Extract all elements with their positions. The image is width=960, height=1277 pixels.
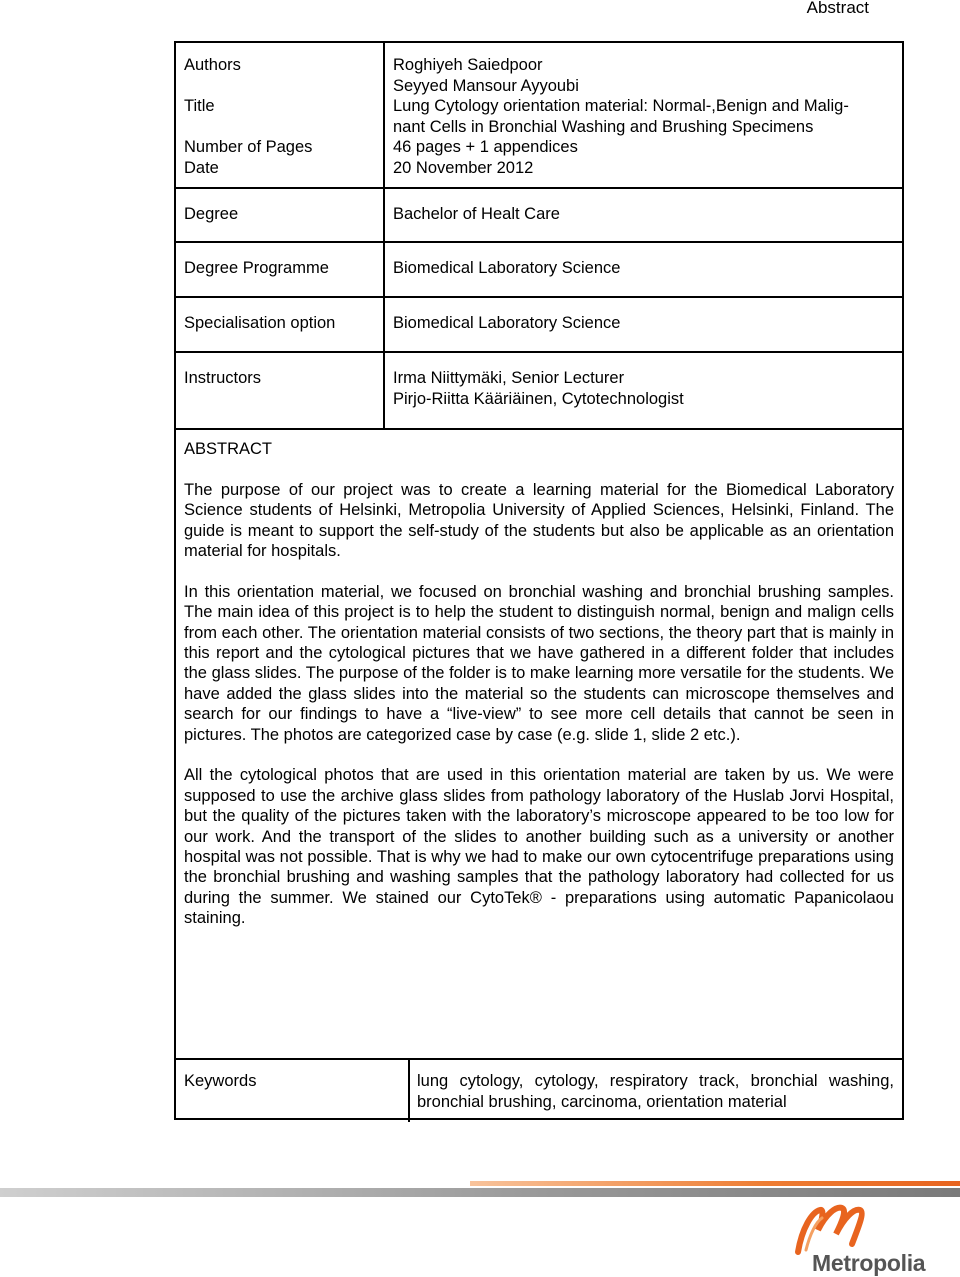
abstract-section xyxy=(184,439,894,949)
author-2: Seyyed Mansour Ayyoubi xyxy=(393,76,579,95)
logo-wordmark: Metropolia xyxy=(812,1250,926,1276)
info-row-general xyxy=(176,43,902,189)
keywords-label: Keywords xyxy=(184,1072,257,1090)
title-label: Title xyxy=(184,97,215,115)
footer-bar xyxy=(0,1188,960,1197)
info-row-instructors xyxy=(176,351,902,430)
title-line-2: nant Cells in Bronchial Washing and Brushing Specimens xyxy=(393,117,814,136)
pages-value: 46 pages + 1 appendices xyxy=(393,138,578,156)
instructor-1: Irma Niittymäki, Senior Lecturer xyxy=(393,369,625,387)
abstract-heading: ABSTRACT xyxy=(184,440,273,458)
authors-label: Authors xyxy=(184,56,241,74)
programme-value: Biomedical Laboratory Science xyxy=(393,259,621,277)
abstract-paragraph-1: The purpose of our project was to create a learning material for the Biomedical Laboratory Science students of Helsinki, Metropolia University of Applied Sciences, Helsinki, Finland. The guide is meant to support the self-study of the students but also be applicable as an orientation material for hospitals. xyxy=(184,480,894,561)
abstract-paragraph-2: In this orientation material, we focused on bronchial washing and bronchial brushing samples. The main idea of this project is to help the student to distinguish normal, benign and malign cells from each other. The orientation material consists of two sections, the theory part that is mainly in this report and the cytological pictures that we have gathered in a different folder that includes the glass slides. The purpose of the folder is to make learning more versatile for the students. We have added the glass slides into the material so the students can microscope themselves and search for our findings to have a “live-view” to see more cell details that cannot be seen in pictures. The photos are categorized case by case (e.g. slide 1, slide 2 etc.). xyxy=(184,582,894,744)
instructors-label: Instructors xyxy=(184,369,262,387)
info-row-degree xyxy=(176,187,902,243)
date-label: Date xyxy=(184,158,219,177)
title-line-1: Lung Cytology orientation material: Normal-,Benign and Malig- xyxy=(393,97,849,115)
degree-label: Degree xyxy=(184,205,239,223)
date-value: 20 November 2012 xyxy=(393,158,534,177)
footer-accent-bar xyxy=(470,1181,960,1186)
degree-value: Bachelor of Healt Care xyxy=(393,205,560,223)
abstract-paragraph-3: All the cytological photos that are used in this orientation material are taken by us. We were supposed to use the archive glass slides from pathology laboratory of the Huslab Jorvi Hospital, but the quality of the pictures taken with the laboratory’s microscope appeared to be too low for our work. And the transport of the slides to another building such as a university or another hospital was not possible. That is why we had to make our own cytocentrifuge preparations using the bronchial brushing and washing samples that the pathology laboratory had collected for us during the summer. We stained our CytoTek® - preparations using automatic Papanicolaou staining. xyxy=(184,766,894,928)
page-header-label: Abstract xyxy=(806,0,869,17)
author-1: Roghiyeh Saiedpoor xyxy=(393,56,543,74)
specialisation-label: Specialisation option xyxy=(184,314,336,332)
abstract-form xyxy=(174,41,904,1120)
programme-label: Degree Programme xyxy=(184,259,329,277)
specialisation-value: Biomedical Laboratory Science xyxy=(393,314,621,332)
info-row-specialisation xyxy=(176,296,902,353)
pages-label: Number of Pages xyxy=(184,138,313,156)
keywords-divider xyxy=(408,1060,410,1122)
keywords-value: lung cytology, cytology, respiratory track, bronchial washing, bronchial brushing, carcinoma, orientation material xyxy=(417,1072,894,1111)
instructor-2: Pirjo-Riitta Kääriäinen, Cytotechnologist xyxy=(393,389,684,408)
info-row-programme xyxy=(176,241,902,298)
keywords-row xyxy=(176,1058,902,1122)
